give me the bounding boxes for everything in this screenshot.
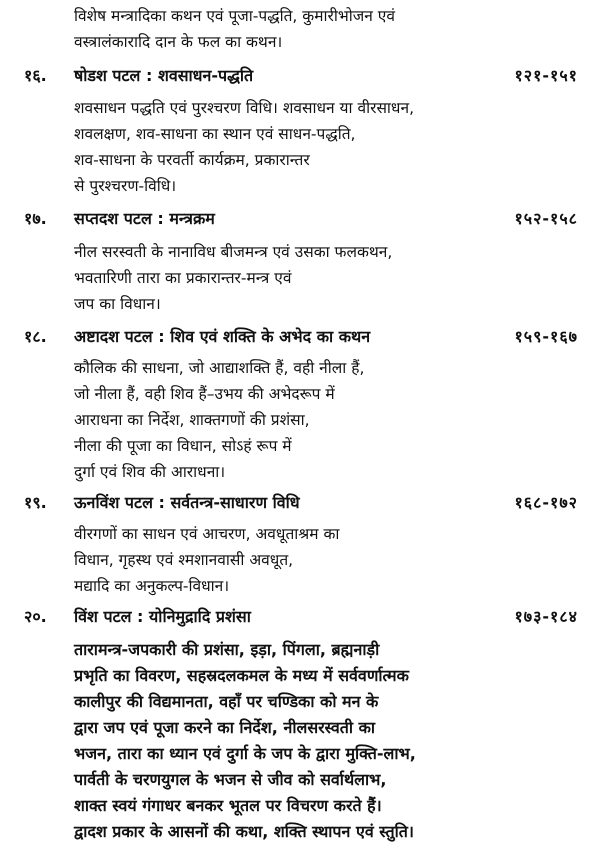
chapter-entry-18 <box>24 324 584 350</box>
chapter-title: षोडश पटल : शवसाधन-पद्धति <box>74 66 254 85</box>
description-line: विधान, गृहस्थ एवं श्मशानवासी अवधूत, <box>74 551 294 569</box>
description-line: शवलक्षण, शव-साधना का स्थान एवं साधन-पद्धति, <box>74 125 356 143</box>
description-line: पार्वती के चरणयुगल के भजन से जीव को सर्वार्थलाभ, <box>74 770 387 789</box>
intro-line: विशेष मन्त्रादिका कथन एवं पूजा-पद्धति, कुमारीभोजन एवं <box>74 7 395 25</box>
description-line: वीरगणों का साधन एवं आचरण, अवधूताश्रम का <box>74 525 340 543</box>
page-range: १२१-१५१ <box>514 66 578 85</box>
chapter-title: विंश पटल : योनिमुद्रादि प्रशंसा <box>74 607 251 626</box>
description-line: शाक्त स्वयं गंगाधर बनकर भूतल पर विचरण करते हैं। <box>74 796 382 815</box>
page-range: १७३-१८४ <box>514 607 578 626</box>
description-line: भवतारिणी तारा का प्रकारान्तर-मन्त्र एवं <box>74 269 292 287</box>
page-range: १५९-१६७ <box>514 327 578 346</box>
description-line: द्वारा जप एवं पूजा करने का निर्देश, नीलसरस्वती का <box>74 718 376 737</box>
description-line: दुर्गा एवं शिव की आराधना। <box>74 463 226 481</box>
chapter-number: १७. <box>24 209 47 228</box>
intro-line: वस्त्रालंकारादि दान के फल का कथन। <box>74 33 283 51</box>
chapter-number: १९. <box>24 493 47 512</box>
description-line: शव-साधना के परवर्ती कार्यक्रम, प्रकारान्तर <box>74 151 310 169</box>
description-line: भजन, तारा का ध्यान एवं दुर्गा के जप के द्वारा मुक्ति-लाभ, <box>74 744 416 763</box>
description-line: प्रभृति का विवरण, सहस्रदलकमल के मध्य में सर्ववर्णात्मक <box>74 666 409 685</box>
description-line: नीला की पूजा का विधान, सोऽहं रूप में <box>74 437 292 455</box>
page-range: १६८-१७२ <box>514 493 578 512</box>
chapter-title: सप्तदश पटल : मन्त्रक्रम <box>74 209 215 228</box>
description-line: मद्यादि का अनुकल्प-विधान। <box>74 577 230 595</box>
chapter-entry-19 <box>24 490 584 516</box>
chapter-title: ऊनविंश पटल : सर्वतन्त्र-साधारण विधि <box>74 493 300 512</box>
description-line: तारामन्त्र-जपकारी की प्रशंसा, इड़ा, पिंगला, ब्रह्मनाड़ी <box>74 640 380 659</box>
chapter-entry-16 <box>24 63 584 89</box>
description-line: कौलिक की साधना, जो आद्याशक्ति हैं, वही नीला हैं, <box>74 359 365 377</box>
description-line: नील सरस्वती के नानाविध बीजमन्त्र एवं उसका फलकथन, <box>74 243 393 261</box>
description-line: से पुरश्चरण-विधि। <box>74 177 177 195</box>
description-line: जो नीला हैं, वही शिव हैं–उभय की अभेदरूप में <box>74 385 335 403</box>
description-line: द्वादश प्रकार के आसनों की कथा, शक्ति स्थापन एवं स्तुति। <box>74 822 414 841</box>
chapter-number: १८. <box>24 327 47 346</box>
description-line: आराधना का निर्देश, शाक्तगणों की प्रशंसा, <box>74 411 310 429</box>
chapter-title: अष्टादश पटल : शिव एवं शक्ति के अभेद का कथन <box>74 327 371 346</box>
description-line: कालीपुर की विद्यमानता, वहाँ पर चण्डिका को मन के <box>74 692 379 711</box>
chapter-number: १६. <box>24 66 47 85</box>
page-range: १५२-१५८ <box>514 209 578 228</box>
chapter-entry-20 <box>24 604 584 630</box>
chapter-number: २०. <box>24 607 47 626</box>
description-line: शवसाधन पद्धति एवं पुरश्चरण विधि। शवसाधन या वीरसाधन, <box>74 99 414 117</box>
chapter-entry-17 <box>24 206 584 232</box>
description-line: जप का विधान। <box>74 295 161 313</box>
